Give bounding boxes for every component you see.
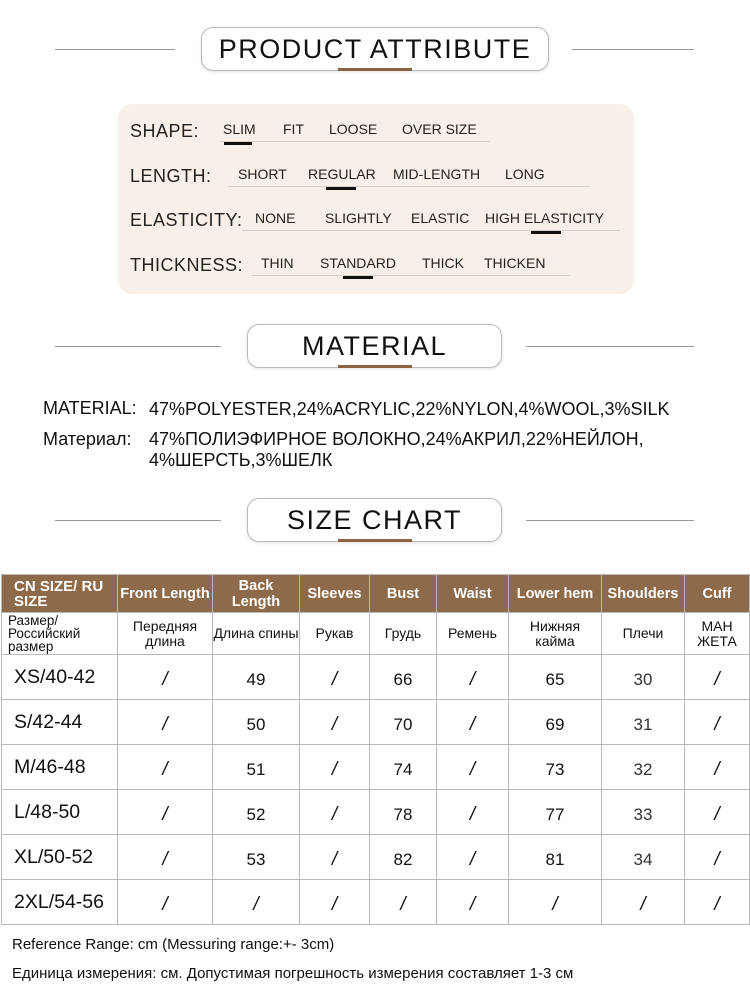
attribute-panel [118, 104, 634, 294]
header-cell: Back Length [213, 575, 300, 613]
header-ru-cell: Передняя длина [118, 613, 213, 655]
table-cell: 31 [602, 700, 685, 745]
table-cell: / [685, 790, 750, 835]
table-header-row [2, 575, 750, 613]
header-cell: Lower hem [509, 575, 602, 613]
attribute-underline [228, 186, 590, 187]
title-accent [338, 365, 412, 368]
reference-range-note-ru: Единица измерения: см. Допустимая погрешность измерения составляет 1-3 см [12, 965, 574, 982]
attribute-underline [252, 275, 570, 276]
table-cell: / [437, 880, 509, 925]
table-cell: 32 [602, 745, 685, 790]
material-header [0, 324, 750, 370]
table-cell: / [118, 880, 213, 925]
attribute-row-thickness [130, 251, 630, 277]
table-cell: 51 [213, 745, 300, 790]
header-ru-cell: МАН ЖЕТА [685, 613, 750, 655]
size-chart-title: SIZE CHART [247, 498, 502, 542]
attribute-option: STANDARD [320, 255, 396, 271]
header-ru-cell: Ремень [437, 613, 509, 655]
header-ru-cell: Грудь [370, 613, 437, 655]
table-row [2, 700, 750, 745]
table-header-ru-row [2, 613, 750, 655]
divider-left [55, 49, 175, 50]
header-ru-cell: Размер/ Российский размер [2, 613, 118, 655]
header-cell: Bust [370, 575, 437, 613]
table-cell: / [300, 880, 370, 925]
table-cell: 49 [213, 655, 300, 700]
selected-marker [531, 231, 561, 234]
divider-right [526, 346, 694, 347]
table-cell: / [685, 655, 750, 700]
table-cell: 73 [509, 745, 602, 790]
table-row [2, 835, 750, 880]
table-cell: / [300, 790, 370, 835]
reference-range-note: Reference Range: cm (Messuring range:+- 3cm) [12, 936, 335, 953]
size-cell: 2XL/54-56 [2, 880, 118, 925]
table-cell: / [437, 655, 509, 700]
table-cell: 65 [509, 655, 602, 700]
attribute-option: THICKEN [484, 255, 546, 271]
table-cell: / [509, 880, 602, 925]
divider-left [55, 346, 221, 347]
table-cell: 77 [509, 790, 602, 835]
attribute-option: THICK [422, 255, 464, 271]
table-cell: / [685, 880, 750, 925]
divider-left [55, 520, 221, 521]
title-accent [338, 68, 412, 71]
table-cell: / [118, 745, 213, 790]
header-ru-cell: Плечи [602, 613, 685, 655]
attribute-row-shape [130, 117, 630, 143]
table-cell: 50 [213, 700, 300, 745]
table-cell: / [437, 835, 509, 880]
size-cell: XL/50-52 [2, 835, 118, 880]
title-accent [338, 539, 412, 542]
table-row [2, 655, 750, 700]
table-cell: / [685, 700, 750, 745]
header-cell: Cuff [685, 575, 750, 613]
table-row [2, 745, 750, 790]
table-cell: / [437, 700, 509, 745]
header-ru-cell: Нижняя кайма [509, 613, 602, 655]
table-cell: 33 [602, 790, 685, 835]
header-ru-cell: Рукав [300, 613, 370, 655]
table-row [2, 880, 750, 925]
divider-right [526, 520, 694, 521]
table-row [2, 790, 750, 835]
size-cell: S/42-44 [2, 700, 118, 745]
attribute-underline [242, 230, 620, 231]
header-cell: Sleeves [300, 575, 370, 613]
size-chart-header [0, 498, 750, 544]
attribute-label: LENGTH: [130, 166, 212, 186]
table-cell: / [118, 700, 213, 745]
material-en-value: 47%POLYESTER,24%ACRYLIC,22%NYLON,4%WOOL,3%SILK [149, 399, 670, 419]
material-title: MATERIAL [247, 324, 502, 368]
product-attribute-title: PRODUCT ATTRIBUTE [201, 27, 549, 71]
attribute-option: REGULAR [308, 166, 376, 182]
material-ru-value-line2: 4%ШЕРСТЬ,3%ШЕЛК [149, 450, 333, 470]
attribute-option: NONE [255, 210, 296, 226]
selected-marker [326, 187, 356, 190]
table-cell: / [437, 745, 509, 790]
attribute-row-length [130, 162, 630, 188]
attribute-option: LOOSE [329, 121, 378, 137]
size-cell: L/48-50 [2, 790, 118, 835]
material-ru-label: Материал: [43, 429, 132, 449]
header-ru-cell: Длина спины [213, 613, 300, 655]
selected-marker [343, 276, 373, 279]
table-cell: 53 [213, 835, 300, 880]
table-cell: / [602, 880, 685, 925]
attribute-option: FIT [283, 121, 304, 137]
attribute-option: SLIM [223, 121, 256, 137]
size-chart-table [1, 574, 750, 925]
material-ru-value-line1: 47%ПОЛИЭФИРНОЕ ВОЛОКНО,24%АКРИЛ,22%НЕЙЛОН, [149, 429, 644, 449]
header-cell: Waist [437, 575, 509, 613]
table-cell: 69 [509, 700, 602, 745]
table-cell: / [685, 835, 750, 880]
product-attribute-header [0, 27, 750, 73]
attribute-option: LONG [505, 166, 545, 182]
table-cell: 74 [370, 745, 437, 790]
table-cell: 30 [602, 655, 685, 700]
attribute-option: ELASTIC [411, 210, 470, 226]
table-cell: / [685, 745, 750, 790]
attribute-option: THIN [261, 255, 294, 271]
header-cell: Front Length [118, 575, 213, 613]
size-cell: M/46-48 [2, 745, 118, 790]
table-cell: 34 [602, 835, 685, 880]
table-cell: / [213, 880, 300, 925]
attribute-label: ELASTICITY: [130, 210, 243, 230]
table-cell: / [118, 835, 213, 880]
attribute-option: HIGH ELASTICITY [485, 210, 605, 226]
table-cell: 78 [370, 790, 437, 835]
table-cell: / [300, 745, 370, 790]
table-cell: / [300, 835, 370, 880]
attribute-underline [220, 141, 490, 142]
attribute-option: MID-LENGTH [393, 166, 481, 182]
size-cell: XS/40-42 [2, 655, 118, 700]
attribute-row-elasticity [130, 206, 635, 232]
table-cell: / [118, 655, 213, 700]
table-cell: / [437, 790, 509, 835]
table-cell: 82 [370, 835, 437, 880]
material-en-label: MATERIAL: [43, 398, 137, 418]
table-cell: 52 [213, 790, 300, 835]
header-cell: CN SIZE/ RU SIZE [2, 575, 118, 613]
header-cell: Shoulders [602, 575, 685, 613]
attribute-label: SHAPE: [130, 121, 200, 141]
table-cell: 81 [509, 835, 602, 880]
table-cell: / [300, 700, 370, 745]
table-cell: / [300, 655, 370, 700]
table-cell: 66 [370, 655, 437, 700]
attribute-option: OVER SIZE [402, 121, 477, 137]
attribute-option: SHORT [238, 166, 287, 182]
table-cell: 70 [370, 700, 437, 745]
table-cell: / [118, 790, 213, 835]
divider-right [572, 49, 694, 50]
table-cell: / [370, 880, 437, 925]
attribute-label: THICKNESS: [130, 255, 244, 275]
selected-marker [224, 142, 252, 145]
attribute-option: SLIGHTLY [325, 210, 392, 226]
